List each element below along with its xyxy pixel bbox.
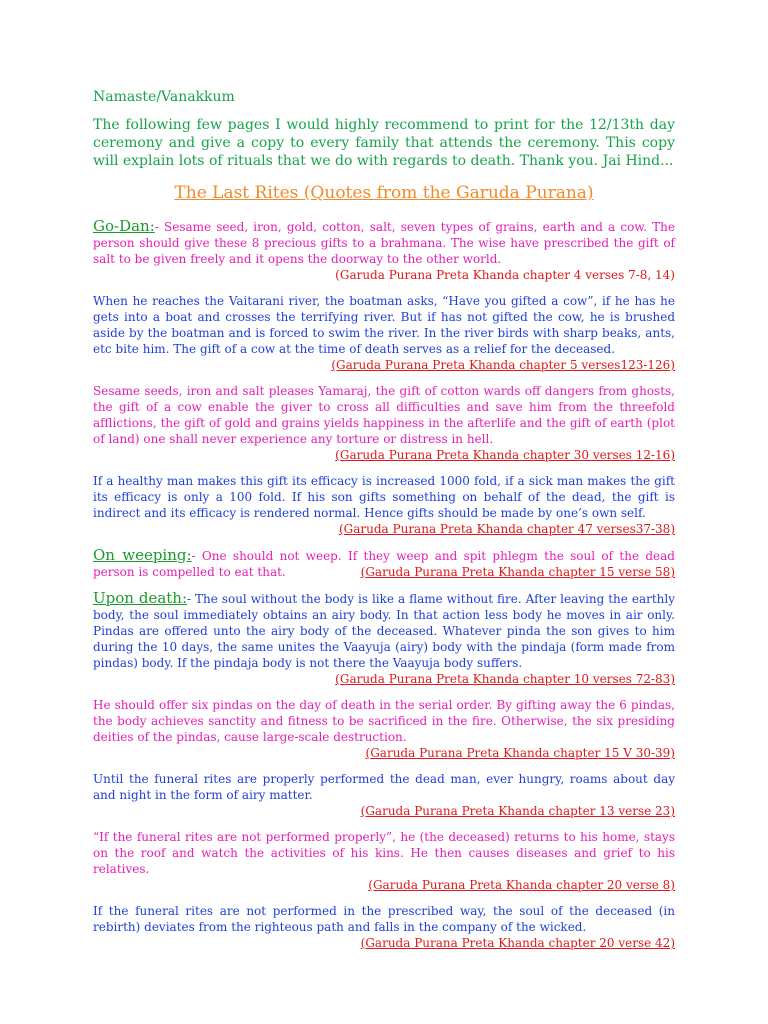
weeping-text: - One should not weep. If they weep and spit phlegm the soul of the dead person is compelled to eat that. [93, 549, 675, 579]
sesame-text: Sesame seeds, iron and salt pleases Yamaraj, the gift of cotton wards off dangers from ghosts, the gift of a cow enable the giver to cross all difficulties and save him from the threefold afflictions, the gift of gold and grains yields happiness in the afterlife and the gift of earth (plot of land) one shall never experience any torture or distress in hell. [93, 384, 675, 446]
vaitarani-text: When he reaches the Vaitarani river, the boatman asks, “Have you gifted a cow”, if he has he gets into a boat and crosses the terrifying river. But if has not gifted the cow, he is brushed aside by the boatman and is forced to swim the river. In the river birds with sharp beaks, ants, etc bite him. The gift of a cow at the time of death serves as a relief for the deceased. [93, 294, 675, 356]
greeting: Namaste/Vanakkum [93, 89, 235, 105]
death-text: - The soul without the body is like a flame without fire. After leaving the earthly body, the soul immediately obtains an airy body. In that action less body he moves in air only. Pindas are offered unto the airy body of the deceased. Whatever pinda the son gives to him during the 10 days, the same unites the Vaayuja (airy) body with the pindaja (form made from pindas) body. If the pindaja body is not there the Vaayuja body suffers. [93, 592, 675, 670]
death-reference: (Garuda Purana Preta Khanda chapter 10 verses 72-83) [335, 672, 675, 686]
page-title: The Last Rites (Quotes from the Garuda Purana) [174, 183, 594, 203]
pindas-text: He should offer six pindas on the day of death in the serial order. By gifting away the 6 pindas, the body achieves sanctity and fitness to be sacrificed in the fire. Otherwise, the six presiding deities of the pindas, cause large-scale destruction. [93, 698, 675, 744]
vaitarani-reference: (Garuda Purana Preta Khanda chapter 5 verses123-126) [331, 358, 675, 372]
godan-text: - Sesame seed, iron, gold, cotton, salt, seven types of grains, earth and a cow. The person should give these 8 precious gifts to a brahmana. The wise have prescribed the gift of salt to be given freely and it opens the doorway to the other world. [93, 220, 675, 266]
death-paragraph [93, 590, 675, 687]
godan-paragraph [93, 218, 675, 283]
funeral1-text: Until the funeral rites are properly performed the dead man, ever hungry, roams about day and night in the form of airy matter. [93, 772, 675, 802]
death-heading: Upon death: [93, 589, 188, 607]
sesame-reference: (Garuda Purana Preta Khanda chapter 30 verses 12-16) [335, 448, 675, 462]
weeping-reference: (Garuda Purana Preta Khanda chapter 15 verse 58) [360, 565, 675, 579]
funeral1-reference: (Garuda Purana Preta Khanda chapter 13 verse 23) [360, 804, 675, 818]
vaitarani-paragraph [93, 293, 675, 373]
funeral2-paragraph [93, 829, 675, 893]
funeral2-text: “If the funeral rites are not performed properly”, he (the deceased) returns to his home, stays on the roof and watch the activities of his kins. He then causes diseases and grief to his relatives. [93, 830, 675, 876]
godan-reference: (Garuda Purana Preta Khanda chapter 4 verses 7-8, 14) [335, 268, 675, 282]
godan-heading: Go-Dan: [93, 217, 155, 235]
pindas-reference: (Garuda Purana Preta Khanda chapter 15 V 30-39) [365, 746, 675, 760]
funeral3-text: If the funeral rites are not performed in the prescribed way, the soul of the deceased (in rebirth) deviates from the righteous path and falls in the company of the wicked. [93, 904, 675, 934]
pindas-paragraph [93, 697, 675, 761]
funeral2-reference: (Garuda Purana Preta Khanda chapter 20 verse 8) [368, 878, 675, 892]
sesame-paragraph [93, 383, 675, 463]
weeping-paragraph [93, 547, 675, 580]
funeral1-paragraph [93, 771, 675, 819]
healthy-paragraph [93, 473, 675, 537]
funeral3-reference: (Garuda Purana Preta Khanda chapter 20 verse 42) [360, 936, 675, 950]
funeral3-paragraph [93, 903, 675, 951]
healthy-text: If a healthy man makes this gift its efficacy is increased 1000 fold, if a sick man makes the gift its efficacy is only a 100 fold. If his son gifts something on behalf of the dead, the gift is indirect and its efficacy is rendered normal. Hence gifts should be made by one’s own self. [93, 474, 675, 520]
healthy-reference: (Garuda Purana Preta Khanda chapter 47 verses37-38) [338, 522, 675, 536]
intro-paragraph: The following few pages I would highly recommend to print for the 12/13th day ceremony and give a copy to every family that attends the ceremony. This copy will explain lots of rituals that we do with regards to death. Thank you. Jai Hind... [93, 117, 675, 169]
weeping-heading: On weeping: [93, 546, 192, 564]
